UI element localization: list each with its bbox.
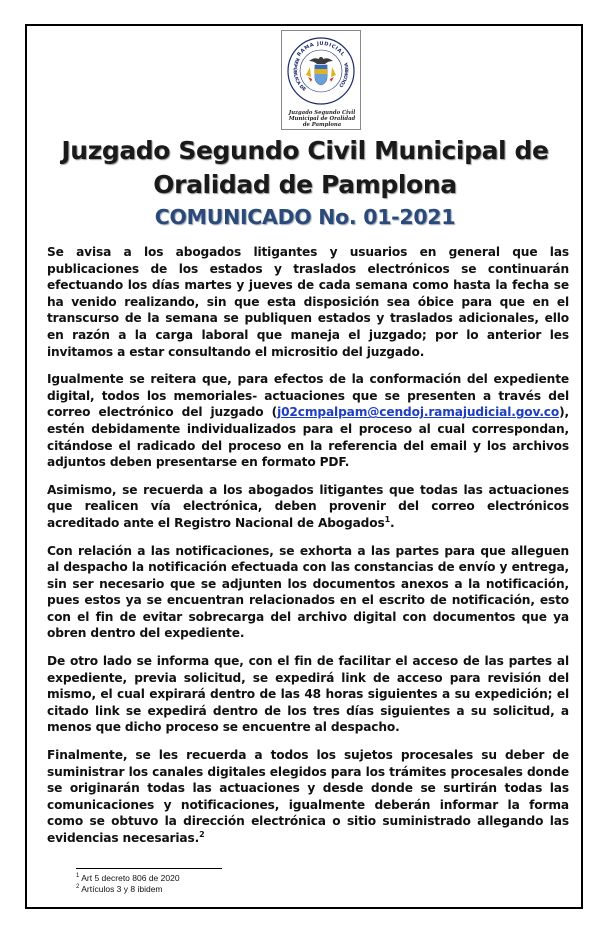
paragraph-access-link: De otro lado se informa que, con el fin de facilitar el acceso de las partes al expediente, previa solicitud, se expedirá link de acceso para revisión del mismo, el cual expirará dentro de las 48 horas siguientes a su expedición; el citado link se expedirá dentro de los tres días siguientes a su solicitud, a menos que dicho proceso se encuentre al despacho.: [47, 654, 569, 735]
footnote: [76, 884, 180, 895]
paragraph-text: ), estén debidamente individualizados para el proceso al cual correspondan, citándose el radicado del proceso en la referencia del email y los archivos adjuntos deben presentarse en formato PDF.: [47, 405, 569, 470]
seal-caption-line: Juzgado Segundo Civil: [288, 110, 356, 116]
seal-ring-right: COLOMBIA: [339, 61, 351, 90]
svg-text:REPÚBLICA DE: [292, 57, 307, 93]
seal-caption-line: Municipal de Oralidad: [288, 116, 356, 122]
footnote-mark: 2: [76, 884, 80, 891]
seal-ring-left: REPÚBLICA DE: [291, 56, 307, 93]
footnote-text: Art 5 decreto 806 de 2020: [81, 873, 180, 883]
court-title-line: Oralidad de Pamplona: [153, 170, 457, 199]
footnote-mark: 1: [76, 873, 80, 880]
paragraph-text: Asimismo, se recuerda a los abogados litigantes que todas las actuaciones que realicen vía electrónica, deben provenir del correo electrónicos acreditado ante el Registro Nacional de Abogados: [47, 482, 569, 530]
coat-of-arms-icon: [282, 31, 360, 111]
footnotes: [76, 873, 180, 895]
paragraph-publications: Se avisa a los abogados litigantes y usuarios en general que las publicaciones de los estados y traslados electrónicos se continuarán efectuando los días martes y jueves de cada semana como hasta la fecha se ha venido realizando, sin que esta disposición sea óbice para que en el transcurso de la semana se publiquen estados y traslados adicionales, ello en razón a la carga laboral que maneja el juzgado; por lo anterior les invitamos a estar consultando el micrositio del juzgado.: [47, 245, 569, 359]
footnote-divider: [76, 868, 222, 869]
communique-number: COMUNICADO No. 01-2021: [154, 205, 456, 229]
paragraph-text: Finalmente, se les recuerda a todos los sujetos procesales su deber de suministrar los canales digitales elegidos para los trámites procesales donde se originarán todas las actuaciones y desde donde se surtirán todas las comunicaciones y notificaciones, igualmente deberán informar la forma como se obtuvo la dirección electrónica o sitio suministrado allegando las evidencias necesarias.: [47, 748, 569, 845]
footnote-ref: 2: [199, 829, 205, 839]
footnote-text: Artículos 3 y 8 ibidem: [81, 884, 163, 894]
paragraph-digital-channels: [47, 747, 569, 847]
paragraph-notifications: Con relación a las notificaciones, se exhorta a las partes para que alleguen al despacho la notificación efectuada con las constancias de envío y entrega, sin ser necesario que se adjunten los documentos anexos a la notificación, pues estos ya se encuentran relacionados en el escrito de notificación, esto con el fin de evitar sobrecarga del archivo digital con documentos que ya obren dentro del expediente.: [47, 543, 569, 641]
seal-caption: [282, 110, 362, 128]
court-title-line: Juzgado Segundo Civil Municipal de: [61, 136, 549, 165]
footnote-ref: 1: [384, 514, 391, 524]
paragraph-text: .: [390, 515, 395, 530]
svg-text:COLOMBIA: [338, 61, 350, 89]
court-seal: [281, 30, 361, 130]
paragraph-lawyers: [47, 482, 569, 532]
communique-body: [47, 244, 569, 858]
court-title: [30, 134, 580, 202]
paragraph-text: Igualmente se reitera que, para efectos de la conformación del expediente digital, todos los memoriales- actuaciones que se presenten a través del correo electrónico del juzgado (: [47, 372, 569, 420]
seal-ring-top: RAMA JUDICIAL: [296, 40, 346, 58]
footnote: [76, 873, 180, 884]
paragraph-digital-file: [47, 371, 569, 471]
seal-caption-line: de Pamplona: [302, 122, 342, 128]
court-email-link[interactable]: j02cmpalpam@cendoj.ramajudicial.gov.co: [277, 405, 560, 420]
